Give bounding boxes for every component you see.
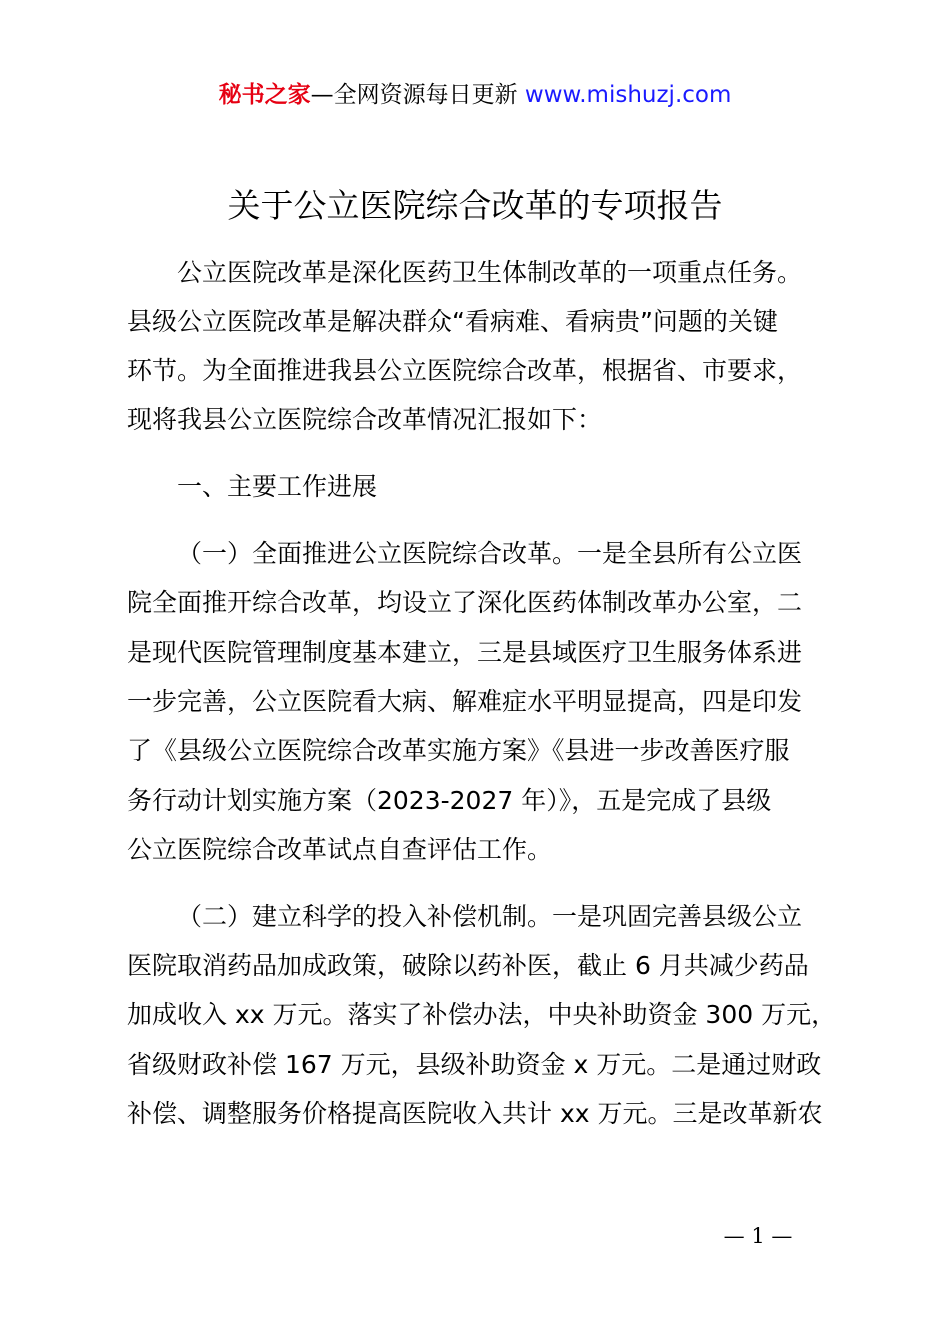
- intro-line: 环节。为全面推进我县公立医院综合改革，根据省、市要求，: [127, 356, 803, 385]
- site-url-link[interactable]: www.mishuzj.com: [524, 82, 732, 108]
- intro-line: 公立医院改革是深化医药卫生体制改革的一项重点任务。: [177, 258, 803, 287]
- paragraph-line: 补偿、调整服务价格提高医院收入共计 xx 万元。三是改革新农: [127, 1099, 823, 1128]
- section-heading: 一、主要工作进展: [177, 472, 378, 501]
- banner-tagline: —全网资源每日更新: [310, 82, 518, 108]
- brand-name: 秘书之家: [218, 82, 311, 108]
- intro-line: 现将我县公立医院综合改革情况汇报如下：: [127, 405, 603, 434]
- paragraph-line: 是现代医院管理制度基本建立，三是县域医疗卫生服务体系进: [127, 638, 803, 667]
- paragraph-line: 一步完善，公立医院看大病、解难症水平明显提高，四是印发: [127, 687, 803, 716]
- paragraph-line: 务行动计划实施方案（2023-2027 年）》，五是完成了县级: [127, 786, 772, 815]
- page-number: — 1 —: [723, 1224, 793, 1248]
- paragraph-line: 加成收入 xx 万元。落实了补偿办法，中央补助资金 300 万元，: [127, 1000, 837, 1029]
- paragraph-line: 公立医院综合改革试点自查评估工作。: [127, 835, 553, 864]
- paragraph-line: 院全面推开综合改革，均设立了深化医药体制改革办公室，二: [127, 588, 803, 617]
- paragraph-line: 省级财政补偿 167 万元，县级补助资金 x 万元。二是通过财政: [127, 1050, 822, 1079]
- site-banner: [0, 80, 950, 110]
- paragraph-line: 了《县级公立医院综合改革实施方案》《县进一步改善医疗服: [127, 736, 790, 765]
- intro-line: 县级公立医院改革是解决群众“看病难、看病贵”问题的关键: [127, 307, 778, 336]
- paragraph-line: （一）全面推进公立医院综合改革。一是全县所有公立医: [177, 539, 803, 568]
- paragraph-line: 医院取消药品加成政策，破除以药补医，截止 6 月共减少药品: [127, 951, 809, 980]
- document-title: 关于公立医院综合改革的专项报告: [227, 186, 723, 225]
- paragraph-line: （二）建立科学的投入补偿机制。一是巩固完善县级公立: [177, 902, 803, 931]
